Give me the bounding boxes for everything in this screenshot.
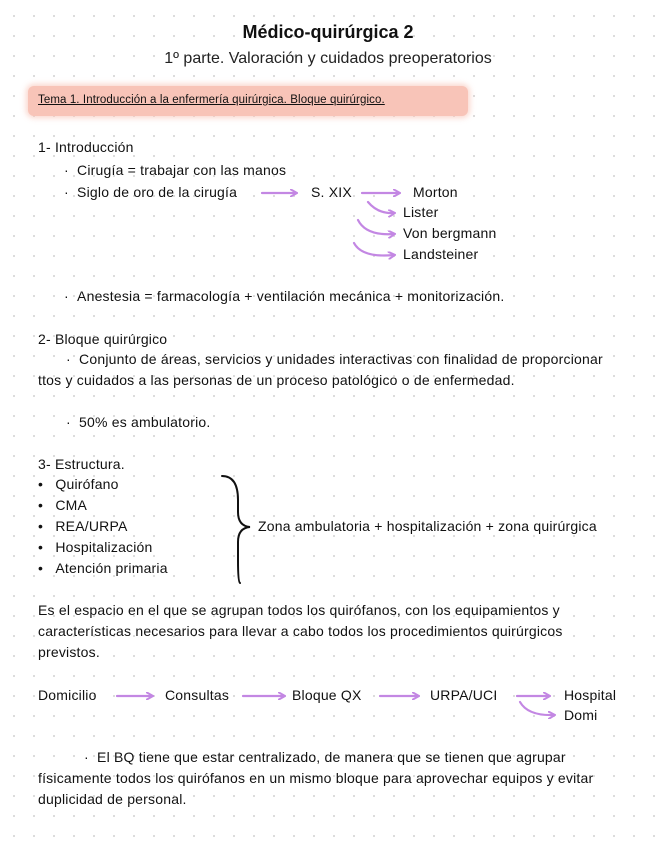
name-morton: Morton (413, 184, 458, 200)
section-3-heading: 3- Estructura. (38, 456, 125, 472)
flow-step-domicilio: Domicilio (38, 687, 97, 703)
arrow-icon (520, 702, 554, 715)
page-subtitle: 1º parte. Valoración y cuidados preoperatorios (164, 50, 492, 67)
century-label: S. XIX (311, 184, 352, 200)
brace-label: Zona ambulatoria + hospitalización + zona quirúrgica (258, 518, 597, 534)
page-title: Médico-quirúrgica 2 (242, 22, 414, 42)
flow-step-consultas: Consultas (165, 687, 230, 703)
section-3-paragraph: Es el espacio en el que se agrupan todos los quirófanos, con los equipamientos y características necesarios para llevar a cabo todos los procedimientos quirúrgicos previstos. (38, 602, 563, 660)
curly-brace-icon (222, 476, 250, 583)
list-item: • Hospitalización (38, 539, 153, 555)
topic-highlight (28, 86, 468, 116)
flow-step-urpa-uci: URPA/UCI (430, 687, 498, 703)
section-1-heading: 1- Introducción (38, 139, 134, 155)
list-item: • REA/URPA (38, 518, 128, 534)
list-item: • Atención primaria (38, 560, 168, 576)
arrow-icon (368, 202, 394, 213)
topic-title: Tema 1. Introducción a la enfermería quirúrgica. Bloque quirúrgico. (38, 94, 385, 106)
list-item: • Quirófano (38, 476, 119, 492)
arrow-icon (358, 220, 394, 234)
list-item: · 50% es ambulatorio. (66, 414, 211, 430)
list-item: • CMA (38, 497, 88, 513)
flow-end-domi: Domi (564, 707, 598, 723)
arrow-icon (354, 243, 394, 256)
flow-end-hospital: Hospital (564, 687, 617, 703)
name-landsteiner: Landsteiner (403, 246, 479, 262)
section-2-paragraph: · Conjunto de áreas, servicios y unidades interactivas con finalidad de proporcionar ttos y cuidados a las personas de un proceso patológico o de enfermedad. (38, 351, 603, 388)
list-item: · Siglo de oro de la cirugía (64, 184, 238, 200)
list-item: · Anestesia = farmacología + ventilación mecánica + monitorización. (64, 288, 505, 304)
section-2-heading: 2- Bloque quirúrgico (38, 331, 168, 347)
flow-step-bloque-qx: Bloque QX (292, 687, 362, 703)
name-von-bergmann: Von bergmann (403, 225, 497, 241)
name-lister: Lister (403, 204, 439, 220)
final-paragraph: · El BQ tiene que estar centralizado, de manera que se tienen que agrupar físicamente todos los quirófanos en un mismo bloque para aprovechar equipos y evitar duplicidad de personal. (38, 749, 594, 807)
list-item: · Cirugía = trabajar con las manos (64, 162, 287, 178)
